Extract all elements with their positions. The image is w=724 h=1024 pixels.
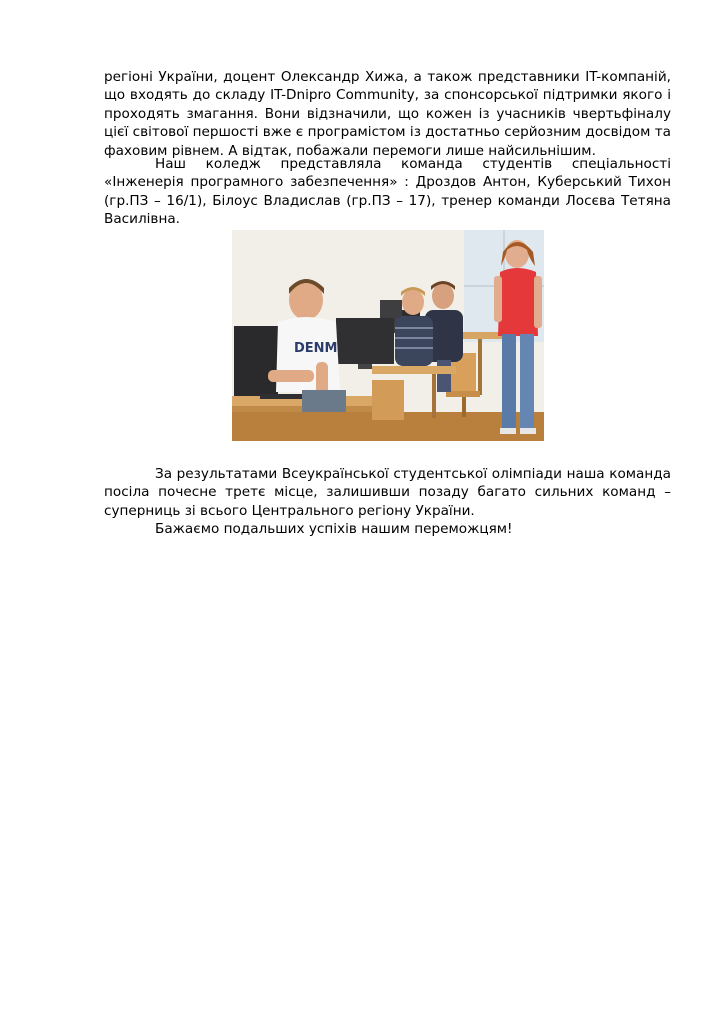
shirt-print: DENM xyxy=(294,341,338,356)
team-photo xyxy=(232,230,544,441)
paragraph-wishes: Бажаємо подальших успіхів нашим переможцям! xyxy=(155,521,513,537)
paragraph-intro: регіоні України, доцент Олександр Хижа, а також представники IT-компаній, що входять до складу IT-Dnipro Community, за спонсорської підтримки якого і проходять змагання. Вони відзначили, що кожен із учасників чвертьфіналу цієї світової першості вже є програмістом із достатньо серйозним досвідом та фаховим рівнем. А відтак, побажали перемоги лише найсильнішим. xyxy=(104,69,671,159)
paragraph-result: За результатами Всеукраїнської студентської олімпіади наша команда посіла почесне третє місце, залишивши позаду багато сильних команд – суперниць зі всього Центрального регіону України. xyxy=(104,466,671,519)
paragraph-team: Наш коледж представляла команда студентів спеціальності «Інженерія програмного забезпечення» : Дроздов Антон, Куберський Тихон (гр.ПЗ – 16/1), Білоус Владислав (гр.ПЗ – 17), тренер команди Лосєва Тетяна Василівна. xyxy=(104,156,671,228)
